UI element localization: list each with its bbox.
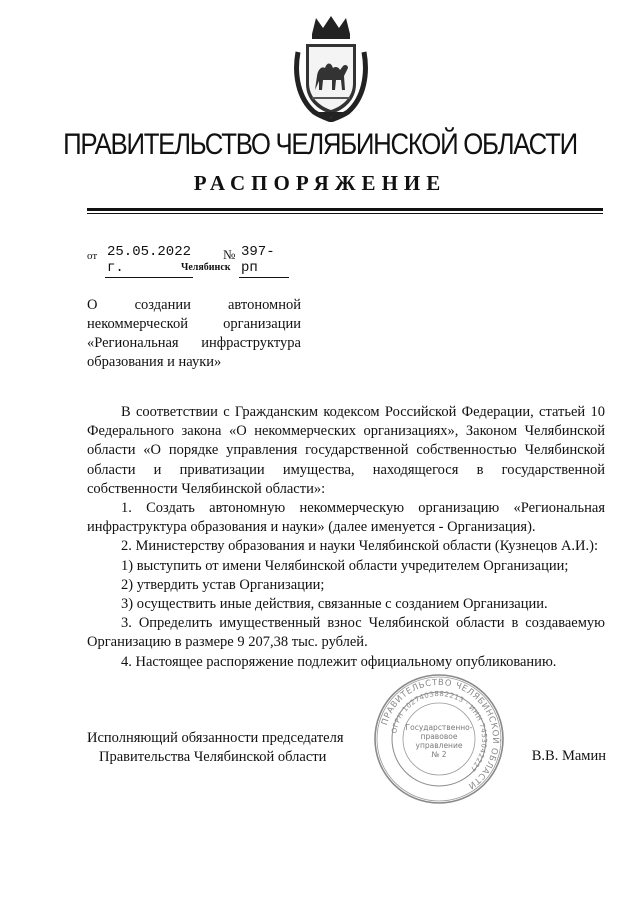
subject-line: «Региональная инфраструктура — [87, 335, 301, 351]
header-divider — [87, 208, 603, 211]
body-paragraph: 4. Настоящее распоряжение подлежит официальному опубликованию. — [121, 653, 557, 670]
svg-text:правовое: правовое — [420, 732, 458, 741]
government-title: ПРАВИТЕЛЬСТВО ЧЕЛЯБИНСКОЙ ОБЛАСТИ — [63, 128, 577, 161]
svg-text:ОГРН 1027403882213 · ИНН 74530: ОГРН 1027403882213 · ИНН 7453042227 — [390, 689, 489, 774]
body-paragraph: 2) утвердить устав Организации; — [121, 576, 325, 593]
document-body — [87, 403, 605, 672]
document-city: Челябинск — [181, 262, 231, 273]
official-stamp-icon — [372, 672, 506, 806]
subject-line: О создании автономной — [87, 297, 301, 313]
body-paragraph: 2. Министерству образования и науки Челябинской области (Кузнецов А.И.): — [121, 538, 599, 555]
document-subject — [87, 296, 301, 372]
svg-text:управление: управление — [415, 741, 463, 750]
svg-text:Государственно-: Государственно- — [405, 723, 473, 732]
signatory-name: В.В. Мамин — [531, 748, 606, 764]
body-paragraph: 3. Определить имущественный взнос Челябинской области в создаваемую Организацию в размере 9 207,38 тыс. рублей. — [87, 615, 605, 651]
document-number: 397-рп — [239, 244, 289, 278]
body-paragraph: В соответствии с Гражданским кодексом Российской Федерации, статьей 10 Федерального закона «О некоммерческих организациях», Законом Челябинской области «О порядке управления государственной собственностью Челябинской области и приватизации имущества, находящегося в государственной собственности Челябинской области»: — [87, 404, 605, 497]
body-paragraph: 1) выступить от имени Челябинской области учредителем Организации; — [121, 557, 569, 574]
date-prefix: от — [87, 250, 98, 262]
subject-line: некоммерческой организации — [87, 316, 301, 332]
body-paragraph: 1. Создать автономную некоммерческую организацию «Региональная инфраструктура образования и науки» (далее именуется - Организация). — [87, 500, 605, 536]
document-type: РАСПОРЯЖЕНИЕ — [193, 171, 447, 195]
coat-of-arms-icon — [290, 14, 372, 122]
subject-line: образования и науки» — [87, 354, 222, 370]
signatory-title — [87, 729, 344, 767]
header-divider-thin — [87, 213, 603, 214]
signatory-title-line: Исполняющий обязанности председателя — [87, 730, 344, 746]
svg-text:№ 2: № 2 — [431, 750, 447, 759]
number-prefix: № — [223, 247, 236, 262]
signatory-title-line: Правительства Челябинской области — [99, 749, 327, 765]
svg-text:ПРАВИТЕЛЬСТВО ЧЕЛЯБИНСКОЙ ОБЛА: ПРАВИТЕЛЬСТВО ЧЕЛЯБИНСКОЙ ОБЛАСТИ — [379, 677, 501, 791]
body-paragraph: 3) осуществить иные действия, связанные с созданием Организации. — [121, 596, 548, 613]
document-date: 25.05.2022 г. — [107, 244, 192, 276]
